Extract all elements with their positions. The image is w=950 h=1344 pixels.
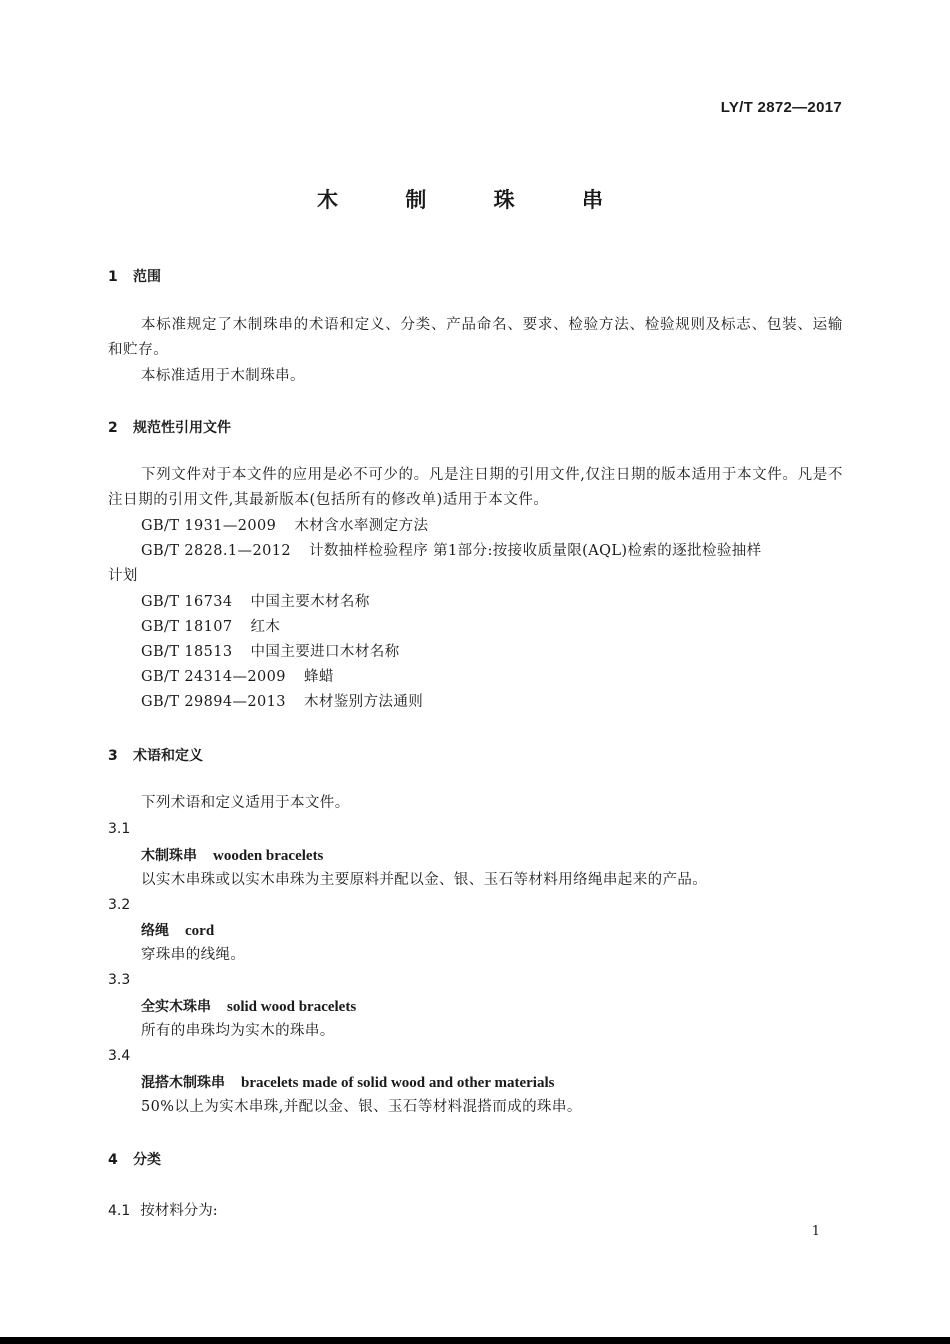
section-1-heading: [108, 266, 161, 286]
bottom-border: [0, 1337, 950, 1344]
term-chinese: 混搭木制珠串: [141, 1075, 225, 1091]
section-2-paragraph: 下列文件对于本文件的应用是必不可少的。凡是注日期的引用文件,仅注日期的版本适用于本文件。凡是不注日期的引用文件,其最新版本(包括所有的修改单)适用于本文件。: [108, 467, 843, 508]
term-chinese: 络绳: [141, 923, 169, 939]
subsection-4-1: [108, 1199, 218, 1220]
subsection-text: 按材料分为:: [140, 1203, 218, 1219]
reference-item: [141, 615, 280, 636]
section-number: 2: [108, 420, 118, 436]
reference-code: GB/T 16734: [141, 594, 233, 610]
section-title: 规范性引用文件: [133, 420, 231, 436]
section-3-heading: [108, 745, 203, 765]
reference-title: 木材鉴别方法通则: [303, 694, 424, 710]
document-title: 木 制 珠 串: [317, 188, 633, 212]
term-english: solid wood bracelets: [227, 999, 357, 1015]
reference-code: GB/T 18107: [141, 619, 233, 635]
section-title: 范围: [133, 269, 161, 285]
reference-continuation: 计划: [108, 568, 138, 584]
reference-title: 蜂蜡: [303, 669, 334, 685]
reference-code: GB/T 1931—2009: [141, 518, 277, 534]
reference-title: 中国主要进口木材名称: [250, 644, 400, 660]
term-definition: 50%以上为实木串珠,并配以金、银、玉石等材料混搭而成的珠串。: [141, 1099, 582, 1115]
section-title: 分类: [133, 1152, 161, 1168]
term-number: 3.4: [108, 1048, 131, 1064]
section-number: 3: [108, 748, 118, 764]
section-4-heading: [108, 1149, 161, 1169]
section-2-heading: [108, 417, 231, 437]
section-1-paragraph-2: 本标准适用于木制珠串。: [141, 368, 305, 384]
reference-code: GB/T 24314—2009: [141, 669, 286, 685]
term-definition: 以实木串珠或以实木串珠为主要原料并配以金、银、玉石等材料用络绳串起来的产品。: [141, 872, 708, 888]
section-3-intro: 下列术语和定义适用于本文件。: [141, 795, 350, 811]
term-english: cord: [185, 923, 215, 939]
term-english: bracelets made of solid wood and other materials: [241, 1075, 555, 1091]
reference-item: [141, 539, 762, 560]
reference-title: 中国主要木材名称: [250, 594, 370, 610]
term-number: 3.3: [108, 972, 131, 988]
reference-title: 红木: [250, 619, 281, 635]
term-definition: 所有的串珠均为实木的珠串。: [141, 1023, 335, 1039]
section-1-paragraph-1: 本标准规定了木制珠串的术语和定义、分类、产品命名、要求、检验方法、检验规则及标志、包装、运输和贮存。: [108, 317, 843, 358]
term-chinese: 全实木珠串: [141, 999, 211, 1015]
reference-title: 计数抽样检验程序 第1部分:按接收质量限(AQL)检索的逐批检验抽样: [308, 543, 762, 559]
reference-item: [141, 665, 334, 686]
term-heading: [141, 1072, 554, 1092]
reference-code: GB/T 29894—2013: [141, 694, 286, 710]
reference-item: [141, 514, 428, 535]
term-number: 3.2: [108, 897, 131, 913]
reference-item: [141, 590, 370, 611]
term-heading: [141, 920, 214, 940]
standard-code: LY/T 2872—2017: [720, 99, 842, 116]
section-title: 术语和定义: [133, 748, 203, 764]
subsection-number: 4.1: [108, 1203, 131, 1219]
reference-item: [141, 690, 423, 711]
reference-item: [141, 640, 400, 661]
reference-code: GB/T 18513: [141, 644, 233, 660]
term-chinese: 木制珠串: [141, 848, 197, 864]
term-heading: [141, 996, 356, 1016]
reference-code: GB/T 2828.1—2012: [141, 543, 291, 559]
term-definition: 穿珠串的线绳。: [141, 947, 246, 963]
section-number: 4: [108, 1152, 118, 1168]
reference-title: 木材含水率测定方法: [294, 518, 429, 534]
term-english: wooden bracelets: [213, 848, 324, 864]
term-number: 3.1: [108, 821, 131, 837]
page-number: 1: [811, 1224, 820, 1239]
term-heading: [141, 845, 323, 865]
section-number: 1: [108, 269, 118, 285]
